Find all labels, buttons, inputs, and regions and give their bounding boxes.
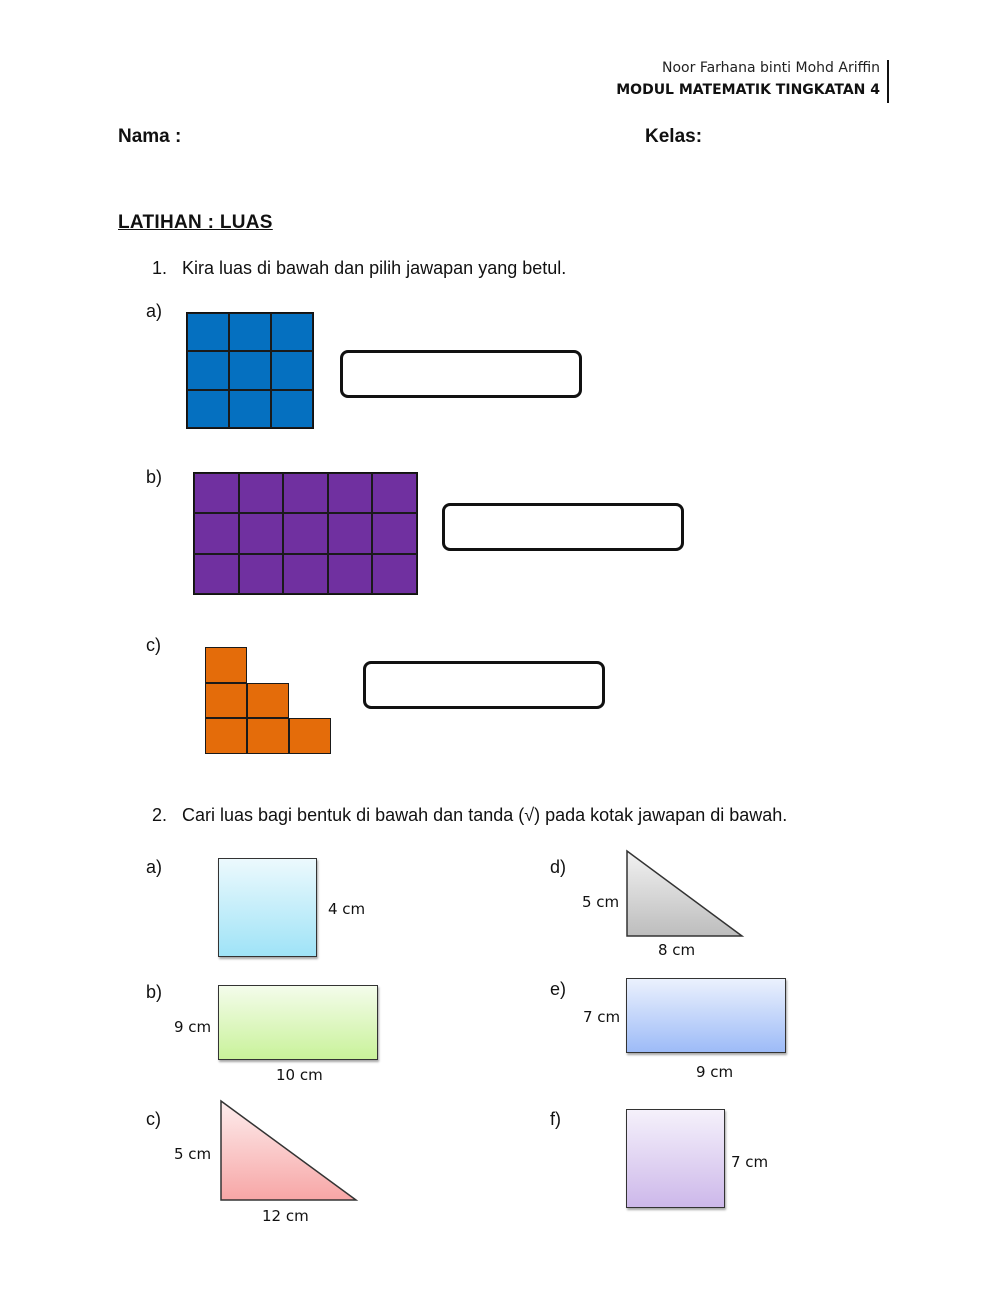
q1-c-answer-box[interactable] <box>363 661 605 709</box>
grid-cell <box>187 351 229 389</box>
q1-a-answer-box[interactable] <box>340 350 582 398</box>
q2-d-triangle <box>625 849 745 939</box>
q2-e-width: 9 cm <box>696 1063 734 1081</box>
grid-cell <box>239 554 284 594</box>
q2-f-label: f) <box>550 1109 561 1129</box>
q2-d-triangle-fill <box>627 851 742 936</box>
q1-b-rectangle-grid <box>193 472 418 595</box>
grid-cell <box>271 313 313 351</box>
question-1-number: 1. <box>152 258 168 278</box>
question-1 <box>152 258 566 279</box>
grid-cell <box>194 513 239 553</box>
q2-a-label: a) <box>146 857 163 877</box>
grid-cell <box>271 390 313 428</box>
q1-a-square-grid <box>186 312 314 429</box>
q2-b-height: 9 cm <box>174 1018 212 1036</box>
q1-c-cell <box>205 718 247 754</box>
module-title: MODUL MATEMATIK TINGKATAN 4 <box>616 82 880 98</box>
question-2 <box>152 805 787 826</box>
q1-c-cell <box>247 683 289 718</box>
grid-cell <box>229 313 271 351</box>
grid-cell <box>187 313 229 351</box>
grid-cell <box>271 351 313 389</box>
q1-c-staircase-shape <box>205 647 331 754</box>
grid-cell <box>187 390 229 428</box>
question-1-text: Kira luas di bawah dan pilih jawapan yang betul. <box>182 258 567 278</box>
author-name: Noor Farhana binti Mohd Ariffin <box>662 60 880 76</box>
q1-b-label: b) <box>146 467 163 487</box>
grid-cell <box>372 513 417 553</box>
q2-a-square <box>218 858 317 957</box>
grid-cell <box>283 513 328 553</box>
q2-d-height: 5 cm <box>582 893 620 911</box>
q1-c-label: c) <box>146 635 161 655</box>
q2-c-height: 5 cm <box>174 1145 212 1163</box>
q2-c-base: 12 cm <box>262 1207 309 1225</box>
question-2-text: Cari luas bagi bentuk di bawah dan tanda (√) pada kotak jawapan di bawah. <box>182 805 788 825</box>
page-title: LATIHAN : LUAS <box>118 212 273 233</box>
grid-cell <box>229 390 271 428</box>
q1-c-cell <box>247 718 289 754</box>
grid-cell <box>194 473 239 513</box>
q2-b-rectangle <box>218 985 378 1060</box>
grid-cell <box>229 351 271 389</box>
q2-d-label: d) <box>550 857 567 877</box>
grid-cell <box>239 473 284 513</box>
q1-b-answer-box[interactable] <box>442 503 684 551</box>
name-label: Nama : <box>118 126 182 147</box>
grid-cell <box>328 513 373 553</box>
q2-b-label: b) <box>146 982 163 1002</box>
q2-a-side-length: 4 cm <box>328 900 366 918</box>
grid-cell <box>283 473 328 513</box>
q2-d-base: 8 cm <box>658 941 696 959</box>
q2-b-width: 10 cm <box>276 1066 323 1084</box>
question-2-number: 2. <box>152 805 168 825</box>
q2-e-label: e) <box>550 979 567 999</box>
q2-c-triangle <box>219 1099 359 1202</box>
q2-f-side-length: 7 cm <box>731 1153 769 1171</box>
q1-c-cell <box>205 683 247 718</box>
q2-e-height: 7 cm <box>583 1008 621 1026</box>
class-label: Kelas: <box>645 126 703 147</box>
grid-cell <box>283 554 328 594</box>
grid-cell <box>372 473 417 513</box>
q2-f-square <box>626 1109 725 1208</box>
grid-cell <box>239 513 284 553</box>
q1-c-cell <box>289 718 331 754</box>
q2-c-triangle-fill <box>221 1101 356 1200</box>
q2-e-rectangle <box>626 978 786 1053</box>
q2-c-label: c) <box>146 1109 161 1129</box>
grid-cell <box>194 554 239 594</box>
q1-c-cell <box>205 647 247 683</box>
grid-cell <box>372 554 417 594</box>
header-divider <box>887 60 889 103</box>
grid-cell <box>328 554 373 594</box>
grid-cell <box>328 473 373 513</box>
q1-a-label: a) <box>146 301 163 321</box>
